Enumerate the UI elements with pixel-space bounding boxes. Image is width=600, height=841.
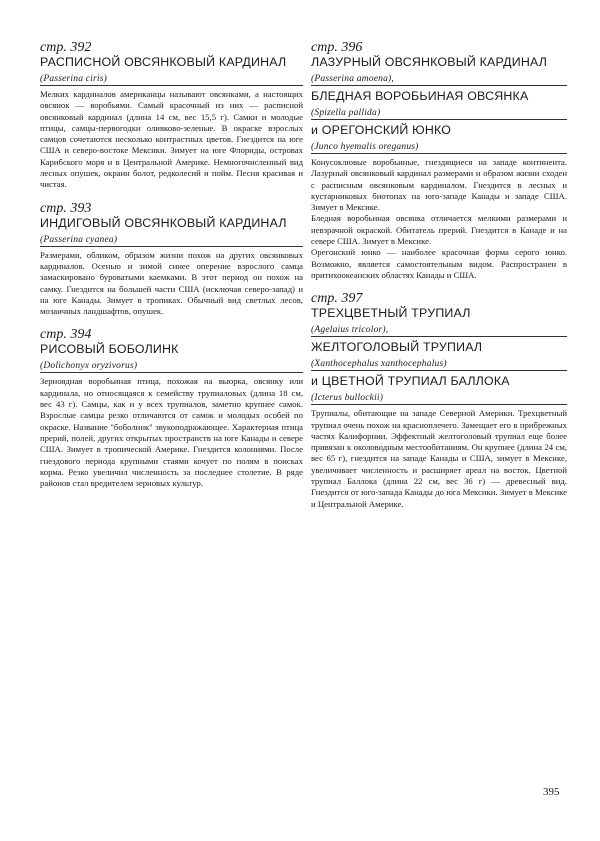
entry-passerina-ciris <box>40 40 303 191</box>
latin-name: (Passerina ciris) <box>40 74 107 84</box>
latin-name-line <box>40 357 303 373</box>
page-reference: стр. 397 <box>311 291 363 307</box>
species-description: Конусоклювые воробьиные, гнездящиеся на западе континента. Лазурный овсянковый кардинал размерами и образом жизни сходен с расписным овсянковым кардиналом. Гнездится в лесных и кустарниковых биотопах на юго-западе Канады и западе США. Зимует в Мексике. <box>311 157 567 213</box>
right-column <box>311 40 567 520</box>
latin-name: (Passerina cyanea) <box>40 234 118 245</box>
species-title-joined <box>311 123 567 138</box>
latin-name: (Agelaius tricolor), <box>311 325 389 336</box>
species-title: ТРЕХЦВЕТНЫЙ ТРУПИАЛ <box>311 306 471 321</box>
species-title: ОРЕГОНСКИЙ ЮНКО <box>321 123 452 137</box>
latin-name-line <box>40 70 303 86</box>
page-reference: стр. 393 <box>40 200 92 216</box>
page-reference: стр. 392 <box>40 40 92 55</box>
species-description: Трупиалы, обитающие на западе Северной Америки. Трехцветный трупиал очень похож на красноплечего. Замещает его в прибрежных частях Калифорнии. Эффектный желтоголовый трупиал еще более привязан к околоводным местообитаниям. Он крупнее (длина 24 см, вес 65 г), гнездится на западе Канады и США, зимует в Мексике, увеличивает численность и расширяет ареал на восток. Цветной трупиал Баллока (длина 22 см, вес 36 г) — древесный вид. Гнездится от юго-запада Канады до юга Мексики. Зимует в Мексике и Центральной Америке. <box>311 408 567 509</box>
species-description: Орегонский юнко — наиболее красочная форма серого юнко. Возможно, является самостоятельным видом. Распространен в притихоокеанских областях Канады и США. <box>311 247 567 280</box>
species-description: Размерами, обликом, образом жизни похож на других овсянковых кардиналов. Осенью и зимой синее оперение взрослого самца замаскировано буроватыми каемками. В этот период он похож на самку. Гнездится на большей части США (исключая северо-запад) и на юге Канады. Зимует в тропиках. Обычный вид светлых лесов, мозаичных ландшафтов, опушек. <box>40 249 303 317</box>
entry-dolichonyx <box>40 327 303 489</box>
title-connector: и <box>311 374 319 389</box>
title-connector: и <box>311 123 319 137</box>
species-description: Зерноядная воробьиная птица, похожая на вьюрка, овсянку или кардинала, но относящаяся к семейству трупиаловых (длина 18 см, вес 43 г). Самцы, как и у всех трупиалов, заметно крупнее самок. Взрослые самцы резко отличаются от самок и молодых особей по окраске. Название "боболинк" звукоподражающее. Характерная птица прерий, полей, других открытых пространств на юге Канады и севере США. Зимует в тропической Америке. Гнездится колониями. После гнездового периода крупными стаями кочует по полям в поисках корма. Резко увеличил численность за последнее столетие. В ряде районов стал вредителем зерновых культур. <box>40 376 303 489</box>
latin-name-line <box>311 138 567 154</box>
latin-name-line <box>40 231 303 247</box>
species-title: ЛАЗУРНЫЙ ОВСЯНКОВЫЙ КАРДИНАЛ <box>311 55 548 69</box>
species-description: Мелких кардиналов американцы называют овсянками, а настоящих овсянок — воробьями. Самый красочный из них — расписной овсянковый кардинал (длина 14 см, вес 15,5 г). Самки и молодые птицы, самцы-первогодки оливково-зеленые. В окраске взрослых самцов сочетаются несколько контрастных цветов. Гнездится на юге США и северо-востоке Мексики. Зимует на юге Флориды, островах Карибского моря и в Центральной Америке. Немногочисленный вид лесных опушек, окраин болот, редколесий и пойм. Песня красивая и чистая. <box>40 89 303 190</box>
species-title: ЖЕЛТОГОЛОВЫЙ ТРУПИАЛ <box>311 340 483 355</box>
latin-name-line <box>311 321 567 337</box>
species-title: РАСПИСНОЙ ОВСЯНКОВЫЙ КАРДИНАЛ <box>40 55 287 69</box>
page-number: 395 <box>543 786 560 798</box>
species-title: ИНДИГОВЫЙ ОВСЯНКОВЫЙ КАРДИНАЛ <box>40 215 287 230</box>
latin-name: (Xanthocephalus xanthocephalus) <box>311 359 447 370</box>
species-title: ЦВЕТНОЙ ТРУПИАЛ БАЛЛОКА <box>321 374 510 389</box>
page-reference: стр. 396 <box>311 40 363 55</box>
latin-name: (Spizella pallida) <box>311 108 381 118</box>
left-column <box>40 40 303 499</box>
latin-name-line <box>311 389 567 405</box>
latin-name: (Dolichonyx oryzivorus) <box>40 361 138 372</box>
latin-name: (Passerina amoena), <box>311 74 394 84</box>
latin-name: (Icterus bullockii) <box>311 393 384 404</box>
species-title: РИСОВЫЙ БОБОЛИНК <box>40 342 179 357</box>
latin-name-line <box>311 104 567 120</box>
latin-name-line <box>311 70 567 86</box>
species-title: БЛЕДНАЯ ВОРОБЬИНАЯ ОВСЯНКА <box>311 89 529 103</box>
species-title-joined <box>311 374 567 389</box>
entry-page-396 <box>311 40 567 281</box>
entry-passerina-cyanea <box>40 201 303 318</box>
species-description: Бледная воробьиная овсянка отличается мелкими размерами и невзрачной окраской. Обитатель прерий. Гнездится в Канаде и на севере США. Зимует в Мексике. <box>311 213 567 247</box>
entry-page-397 <box>311 291 567 510</box>
page-reference: стр. 394 <box>40 327 92 343</box>
latin-name: (Junco hyemalis oreganus) <box>311 142 419 152</box>
latin-name-line <box>311 355 567 371</box>
